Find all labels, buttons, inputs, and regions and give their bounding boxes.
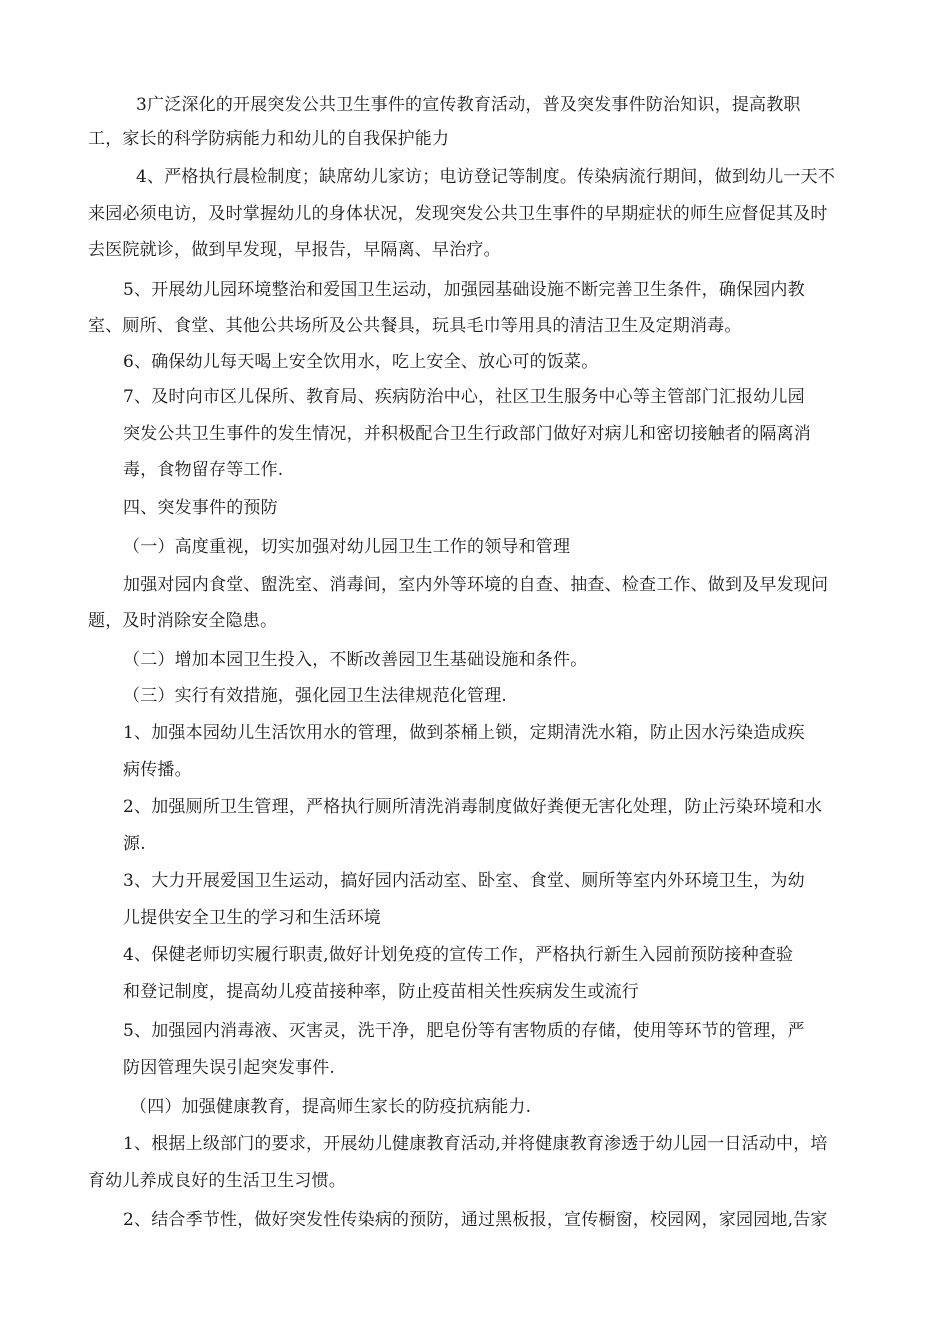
paragraph-4-line-1: 4、严格执行晨检制度；缺席幼儿家访；电访登记等制度。传染病流行期间，做到幼儿一天不 bbox=[136, 167, 836, 187]
item-2-line-1: 2、加强厕所卫生管理，严格执行厕所清洗消毒制度做好粪便无害化处理，防止污染环境和水 bbox=[123, 797, 823, 817]
health-item-1-line-2: 育幼儿养成良好的生活卫生习惯。 bbox=[88, 1171, 346, 1191]
item-4-line-2: 和登记制度，提高幼儿疫苗接种率，防止疫苗相关性疾病发生或流行 bbox=[123, 982, 639, 1002]
paragraph-7-line-2: 突发公共卫生事件的发生情况，并积极配合卫生行政部门做好对病儿和密切接触者的隔离消 bbox=[123, 424, 811, 444]
subheading-1-body-line-2: 题，及时消除安全隐患。 bbox=[88, 611, 278, 631]
paragraph-3-line-2: 工，家长的科学防病能力和幼儿的自我保护能力 bbox=[88, 129, 450, 149]
paragraph-5-line-1: 5、开展幼儿园环境整治和爱国卫生运动，加强园基础设施不断完善卫生条件，确保园内教 bbox=[123, 280, 805, 300]
item-5-line-2: 防因管理失误引起突发事件. bbox=[123, 1058, 336, 1078]
item-1-line-1: 1、加强本园幼儿生活饮用水的管理，做到茶桶上锁，定期清洗水箱，防止因水污染造成疾 bbox=[123, 723, 805, 743]
item-4-line-1: 4、保健老师切实履行职责,做好计划免疫的宣传工作，严格执行新生入园前预防接种查验 bbox=[123, 945, 794, 965]
paragraph-5-line-2: 室、厕所、食堂、其他公共场所及公共餐具，玩具毛巾等用具的清洁卫生及定期消毒。 bbox=[88, 316, 742, 336]
paragraph-4-line-3: 去医院就诊，做到早发现，早报告，早隔离、早治疗。 bbox=[88, 240, 501, 260]
subheading-1: （一）高度重视，切实加强对幼儿园卫生工作的领导和管理 bbox=[123, 537, 571, 557]
subheading-3: （三）实行有效措施，强化园卫生法律规范化管理. bbox=[123, 686, 508, 706]
paragraph-7-line-1: 7、及时向市区儿保所、教育局、疾病防治中心，社区卫生服务中心等主管部门汇报幼儿园 bbox=[123, 387, 805, 407]
subheading-2: （二）增加本园卫生投入，不断改善园卫生基础设施和条件。 bbox=[123, 650, 588, 670]
section-heading-prevention: 四、突发事件的预防 bbox=[123, 498, 278, 518]
paragraph-4-line-2: 来园必须电访，及时掌握幼儿的身体状况，发现突发公共卫生事件的早期症状的师生应督促其及时 bbox=[88, 204, 828, 224]
item-3-line-2: 儿提供安全卫生的学习和生活环境 bbox=[123, 908, 381, 928]
paragraph-7-line-3: 毒，食物留存等工作. bbox=[123, 460, 284, 480]
item-1-line-2: 病传播。 bbox=[123, 760, 192, 780]
item-3-line-1: 3、大力开展爱国卫生运动，搞好园内活动室、卧室、食堂、厕所等室内外环境卫生，为幼 bbox=[123, 871, 805, 891]
subheading-4: （四）加强健康教育，提高师生家长的防疫抗病能力. bbox=[130, 1097, 532, 1117]
item-2-line-2: 源. bbox=[123, 834, 146, 854]
health-item-2-line-1: 2、结合季节性，做好突发性传染病的预防，通过黑板报，宣传橱窗，校园网，家园园地,告家 bbox=[123, 1210, 828, 1230]
paragraph-3-line-1: 3广泛深化的开展突发公共卫生事件的宣传教育活动，普及突发事件防治知识，提高教职 bbox=[136, 95, 801, 115]
health-item-1-line-1: 1、根据上级部门的要求，开展幼儿健康教育活动,并将健康教育渗透于幼儿园一日活动中，培 bbox=[123, 1134, 828, 1154]
item-5-line-1: 5、加强园内消毒液、灭害灵，洗干净，肥皂份等有害物质的存储，使用等环节的管理，严 bbox=[123, 1021, 805, 1041]
subheading-1-body-line-1: 加强对园内食堂、盥洗室、消毒间，室内外等环境的自查、抽查、检查工作、做到及早发现问 bbox=[123, 575, 829, 595]
paragraph-6-line-1: 6、确保幼儿每天喝上安全饮用水，吃上安全、放心可的饭菜。 bbox=[123, 352, 599, 372]
